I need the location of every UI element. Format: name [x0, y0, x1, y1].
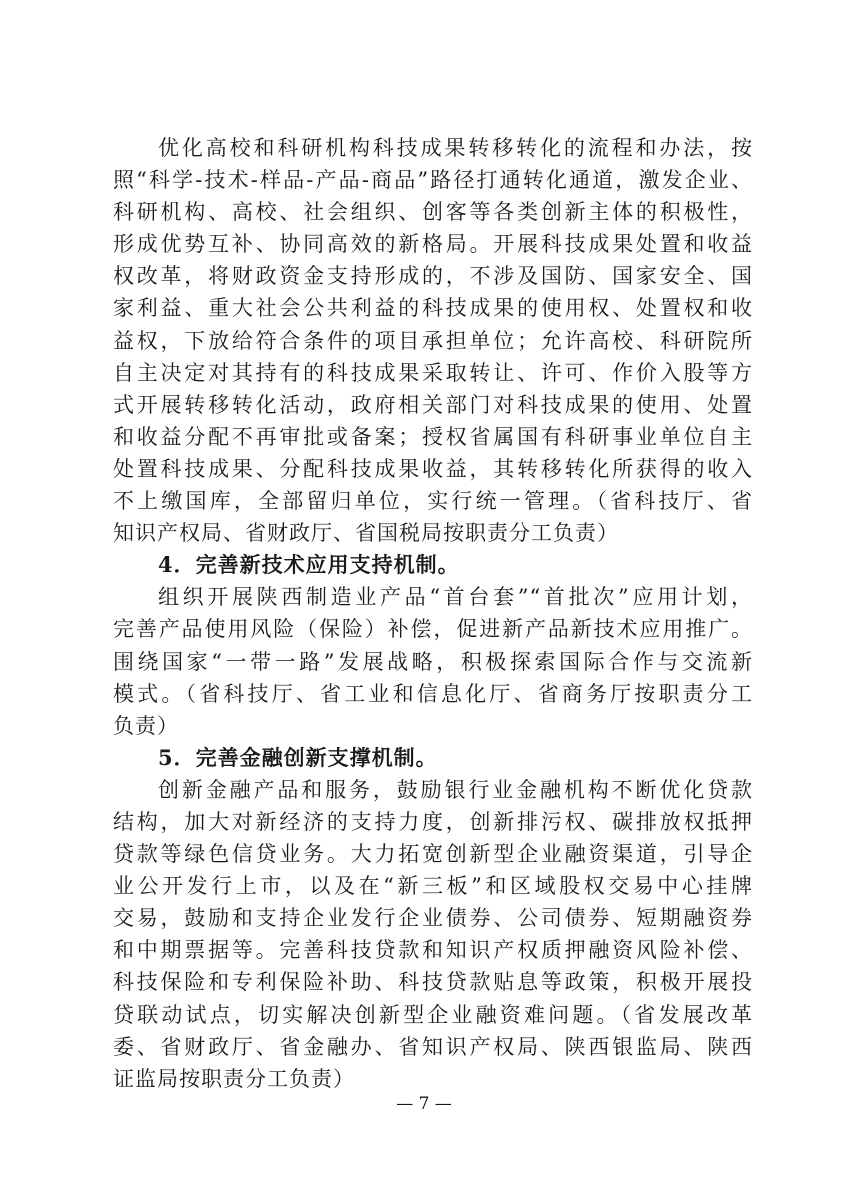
text-line: 照“科学-技术-样品-产品-商品”路径打通转化通道，激发企业、	[113, 168, 753, 193]
page-number: — 7 —	[396, 1094, 452, 1114]
heading-line: 4．完善新技术应用支持机制。	[158, 552, 460, 578]
text-line: 形成优势互补、协同高效的新格局。开展科技成果处置和收益	[113, 232, 753, 257]
text-line: 证监局按职责分工负责）	[113, 1066, 355, 1091]
text-line: 科研机构、高校、社会组织、创客等各类创新主体的积极性，	[113, 200, 753, 225]
text-line: 科技保险和专利保险补助、科技贷款贴息等政策，积极开展投	[113, 970, 753, 995]
paragraph	[113, 132, 753, 549]
text-line: 创新金融产品和服务，鼓励银行业金融机构不断优化贷款	[158, 777, 753, 802]
heading-line: 5．完善金融创新支撑机制。	[158, 744, 438, 770]
text-line: 和收益分配不再审批或备案；授权省属国有科研事业单位自主	[113, 424, 753, 449]
text-line: 益权，下放给符合条件的项目承担单位；允许高校、科研院所	[113, 328, 753, 353]
text-line: 贷款等绿色信贷业务。大力拓宽创新型企业融资渠道，引导企	[113, 842, 753, 867]
text-line: 式开展转移转化活动，政府相关部门对科技成果的使用、处置	[113, 392, 753, 417]
text-line: 模式。（省科技厅、省工业和信息化厅、省商务厅按职责分工	[113, 681, 753, 706]
text-line: 围绕国家“一带一路”发展战略，积极探索国际合作与交流新	[113, 649, 753, 674]
text-line: 完善产品使用风险（保险）补偿，促进新产品新技术应用推广。	[113, 617, 753, 642]
section-heading	[113, 742, 753, 774]
text-line: 知识产权局、省财政厅、省国税局按职责分工负责）	[113, 521, 619, 546]
text-line: 处置科技成果、分配科技成果收益，其转移转化所获得的收入	[113, 456, 753, 481]
paragraph	[113, 774, 753, 1095]
text-line: 不上缴国库，全部留归单位，实行统一管理。（省科技厅、省	[113, 489, 753, 514]
text-line: 业公开发行上市，以及在“新三板”和区域股权交易中心挂牌	[113, 874, 753, 899]
text-line: 家利益、重大社会公共利益的科技成果的使用权、处置权和收	[113, 296, 753, 321]
text-line: 结构，加大对新经济的支持力度，创新排污权、碳排放权抵押	[113, 809, 753, 834]
text-line: 优化高校和科研机构科技成果转移转化的流程和办法，按	[158, 136, 753, 160]
text-line: 组织开展陕西制造业产品“首台套”“首批次”应用计划，	[158, 585, 753, 610]
text-line: 委、省财政厅、省金融办、省知识产权局、陕西银监局、陕西	[113, 1034, 753, 1059]
section-heading	[113, 549, 753, 581]
document-body	[113, 132, 753, 1095]
text-line: 权改革，将财政资金支持形成的，不涉及国防、国家安全、国	[113, 264, 753, 289]
text-line: 贷联动试点，切实解决创新型企业融资难问题。（省发展改革	[113, 1002, 753, 1027]
paragraph	[113, 581, 753, 741]
text-line: 交易，鼓励和支持企业发行企业债券、公司债券、短期融资券	[113, 906, 753, 931]
text-line: 和中期票据等。完善科技贷款和知识产权质押融资风险补偿、	[113, 938, 753, 963]
text-line: 负责）	[113, 713, 179, 738]
text-line: 自主决定对其持有的科技成果采取转让、许可、作价入股等方	[113, 360, 753, 385]
